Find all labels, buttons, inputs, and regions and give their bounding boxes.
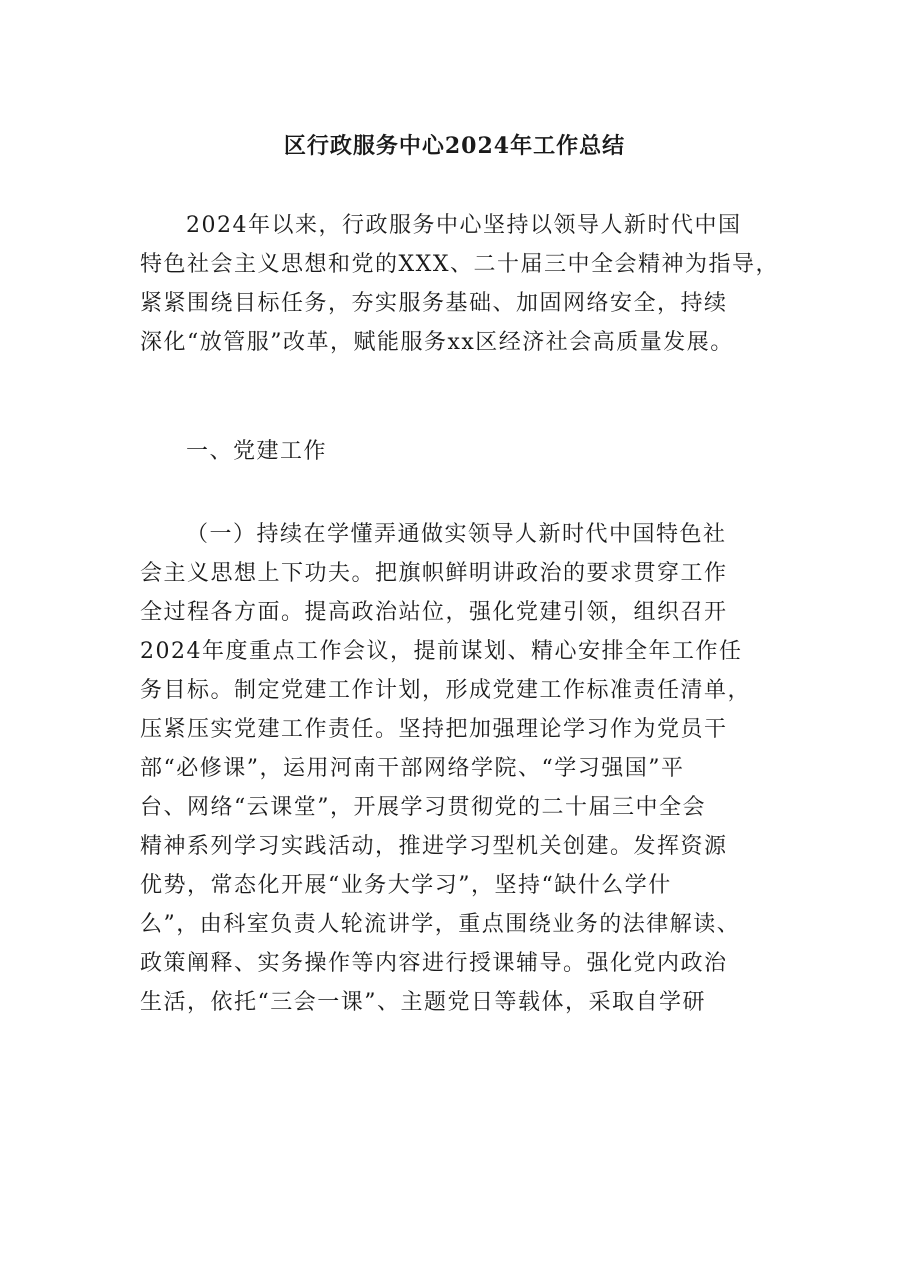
paragraph-line: 生活，依托“三会一课”、主题党日等载体，采取自学研 bbox=[140, 990, 706, 1015]
subsection-paragraph bbox=[140, 515, 751, 1022]
section-heading-block bbox=[140, 432, 327, 471]
paragraph-line: 2024年以来，行政服务中心坚持以领导人新时代中国 bbox=[186, 213, 742, 238]
paragraph-line: 精神系列学习实践活动，推进学习型机关创建。发挥资源 bbox=[140, 834, 728, 859]
paragraph-line: 紧紧围绕目标任务，夯实服务基础、加固网络安全，持续 bbox=[140, 291, 728, 316]
paragraph-line: 深化“放管服”改革，赋能服务xx区经济社会高质量发展。 bbox=[140, 330, 734, 355]
intro-paragraph bbox=[140, 206, 779, 362]
paragraph-line: 台、网络“云课堂”，开展学习贯彻党的二十届三中全会 bbox=[140, 795, 706, 820]
paragraph-line: 会主义思想上下功夫。把旗帜鲜明讲政治的要求贯穿工作 bbox=[140, 561, 728, 586]
paragraph-line: 全过程各方面。提高政治站位，强化党建引领，组织召开 bbox=[140, 600, 728, 625]
paragraph-line: 务目标。制定党建工作计划，形成党建工作标准责任清单， bbox=[140, 678, 752, 703]
paragraph-line: 政策阐释、实务操作等内容进行授课辅导。强化党内政治 bbox=[140, 951, 728, 976]
paragraph-line: 优势，常态化开展“业务大学习”，坚持“缺什么学什 bbox=[140, 873, 672, 898]
paragraph-line: 2024年度重点工作会议，提前谋划、精心安排全年工作任 bbox=[140, 639, 743, 664]
paragraph-line: 么”，由科室负责人轮流讲学，重点围绕业务的法律解读、 bbox=[140, 912, 741, 937]
document-title: 区行政服务中心2024年工作总结 bbox=[283, 133, 626, 159]
paragraph-line: 压紧压实党建工作责任。坚持把加强理论学习作为党员干 bbox=[140, 717, 728, 742]
paragraph-line: 特色社会主义思想和党的XXX、二十届三中全会精神为指导， bbox=[140, 252, 779, 277]
paragraph-line: 部“必修课”，运用河南干部网络学院、“学习强国”平 bbox=[140, 756, 685, 781]
paragraph-line: （一）持续在学懂弄通做实领导人新时代中国特色社 bbox=[186, 522, 727, 547]
section-heading: 一、党建工作 bbox=[186, 439, 328, 464]
